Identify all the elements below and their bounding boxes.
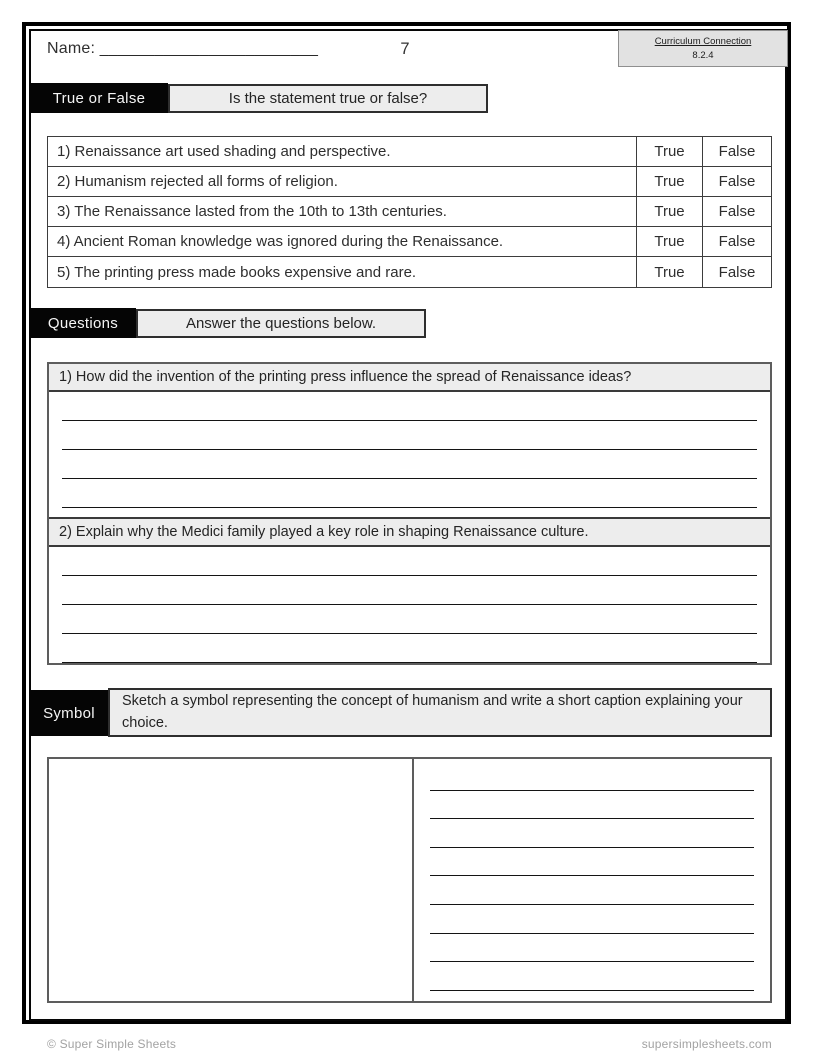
table-row [48, 197, 771, 227]
true-option-cell[interactable]: True [637, 227, 703, 256]
false-option-cell[interactable]: False [718, 233, 756, 250]
false-option-cell[interactable]: False [718, 263, 756, 281]
section-label-true-or-false: True or False [30, 83, 168, 113]
statement-cell: 2) Humanism rejected all forms of religion. [48, 167, 637, 196]
name-blank-line: ________________________ [99, 40, 319, 57]
caption-lines [414, 759, 770, 1001]
curriculum-connection-box [618, 30, 788, 67]
answer-line [62, 547, 757, 576]
statement-cell: 3) The Renaissance lasted from the 10th to 13th centuries. [48, 197, 637, 226]
answer-line [62, 576, 757, 605]
statement-cell: 1) Renaissance art used shading and perspective. [48, 137, 637, 166]
curriculum-connection-code: 8.2.4 [692, 50, 714, 62]
name-label: Name: [47, 40, 96, 57]
section-label-symbol: Symbol [30, 690, 108, 736]
answer-lines [62, 547, 757, 663]
questions-instruction: Answer the questions below. [136, 309, 426, 338]
false-option-cell[interactable]: False [718, 203, 756, 220]
answer-line [62, 450, 757, 479]
question-prompt: 2) Explain why the Medici family played a key role in shaping Renaissance culture. [49, 517, 770, 547]
questions-box [47, 362, 772, 665]
footer-website: supersimplesheets.com [641, 1037, 772, 1051]
table-row [48, 257, 771, 287]
section-label-questions: Questions [30, 308, 136, 338]
table-row [48, 167, 771, 197]
caption-line [430, 905, 754, 934]
true-option-cell[interactable]: True [637, 167, 703, 196]
caption-line [430, 762, 754, 791]
caption-line [430, 962, 754, 991]
name-field [47, 40, 318, 58]
true-option-cell[interactable]: True [637, 197, 703, 226]
answer-line [62, 605, 757, 634]
curriculum-connection-title: Curriculum Connection [654, 36, 752, 47]
footer-copyright: © Super Simple Sheets [47, 1037, 177, 1051]
caption-line [430, 876, 754, 905]
caption-line [430, 934, 754, 963]
false-option-cell[interactable]: False [718, 143, 756, 160]
symbol-sketch-box [47, 757, 772, 1003]
symbol-instruction: Sketch a symbol representing the concept of humanism and write a short caption explaining your choice. [108, 688, 772, 737]
false-option-cell[interactable]: False [718, 173, 756, 190]
answer-line [62, 392, 757, 421]
true-option-cell[interactable]: True [637, 137, 703, 166]
page-number: 7 [400, 40, 410, 58]
question-prompt: 1) How did the invention of the printing press influence the spread of Renaissance ideas? [49, 364, 770, 392]
answer-line [62, 634, 757, 663]
answer-lines [62, 392, 757, 508]
true-option-cell[interactable]: True [637, 257, 703, 287]
statement-cell: 4) Ancient Roman knowledge was ignored during the Renaissance. [48, 227, 637, 256]
caption-line [430, 848, 754, 877]
caption-line [430, 819, 754, 848]
true-false-instruction: Is the statement true or false? [168, 84, 488, 113]
answer-line [62, 421, 757, 450]
statement-cell: 5) The printing press made books expensive and rare. [48, 257, 637, 287]
page-footer [47, 1037, 772, 1051]
sketch-area[interactable] [49, 759, 414, 1001]
table-row [48, 227, 771, 257]
answer-line [62, 479, 757, 508]
caption-line [430, 791, 754, 820]
true-false-table [47, 136, 772, 288]
table-row [48, 137, 771, 167]
